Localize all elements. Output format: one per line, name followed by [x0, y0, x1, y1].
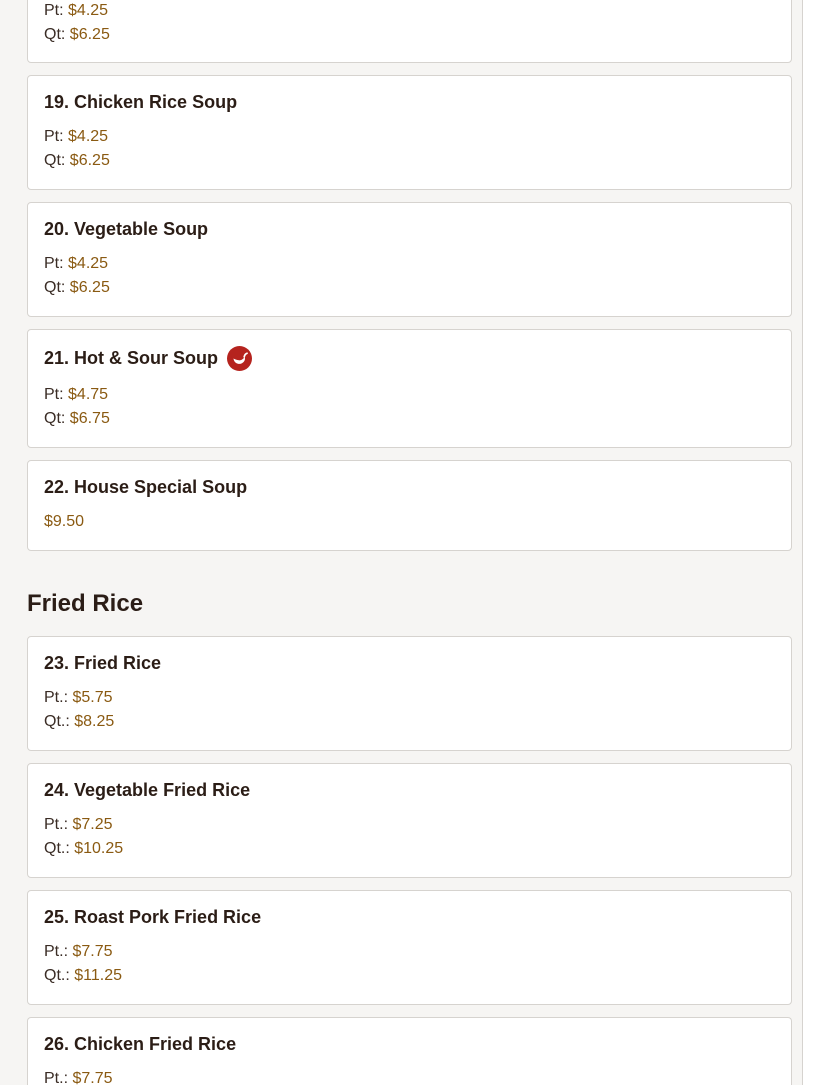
pint-label: Pt: — [44, 128, 64, 145]
quart-label: Qt: — [44, 26, 66, 43]
quart-price: $6.75 — [69, 410, 110, 427]
quart-price-line — [44, 151, 110, 171]
pint-price-line — [44, 688, 113, 708]
pint-price-line — [44, 815, 113, 835]
quart-price: $10.25 — [74, 840, 124, 857]
pint-label: Pt: — [44, 255, 64, 272]
item-price: $9.50 — [44, 513, 85, 530]
menu-item-card[interactable] — [27, 75, 792, 190]
quart-price: $11.25 — [74, 967, 122, 984]
section-title-fried-rice: Fried Rice — [27, 590, 144, 617]
pint-label: Pt: — [44, 2, 64, 19]
menu-item-card[interactable] — [27, 636, 792, 751]
quart-price: $6.25 — [69, 279, 110, 296]
menu-item-title: 19. Chicken Rice Soup — [44, 92, 238, 112]
pint-price-line — [44, 1, 108, 21]
quart-label: Qt.: — [44, 840, 70, 857]
pint-label: Pt.: — [44, 943, 69, 960]
pint-price-line — [44, 942, 113, 962]
menu-item-title: 22. House Special Soup — [44, 477, 248, 497]
spicy-pepper-icon — [227, 346, 252, 371]
pint-price: $7.25 — [72, 816, 113, 833]
pint-price: $4.25 — [68, 255, 109, 272]
pint-label: Pt.: — [44, 689, 69, 706]
quart-price: $8.25 — [74, 713, 115, 730]
quart-label: Qt: — [44, 279, 66, 296]
pint-price: $4.25 — [68, 128, 109, 145]
quart-label: Qt.: — [44, 967, 70, 984]
item-price-line — [44, 512, 84, 532]
menu-item-card[interactable] — [27, 460, 792, 551]
pint-price-line — [44, 254, 108, 274]
pint-price-line — [44, 127, 108, 147]
menu-item-title: 25. Roast Pork Fried Rice — [44, 907, 262, 927]
menu-item-card[interactable] — [27, 890, 792, 1005]
quart-price: $6.25 — [69, 26, 110, 43]
quart-price-line — [44, 278, 110, 298]
menu-item-card[interactable] — [27, 763, 792, 878]
pint-price: $4.75 — [68, 386, 109, 403]
menu-item-title: 23. Fried Rice — [44, 653, 162, 673]
pint-price-line — [44, 385, 108, 405]
pint-label: Pt: — [44, 386, 64, 403]
quart-price-line — [44, 25, 110, 45]
menu-item-card[interactable] — [27, 329, 792, 448]
quart-price-line — [44, 839, 123, 859]
quart-label: Qt: — [44, 410, 66, 427]
quart-price-line — [44, 966, 122, 986]
menu-item-card[interactable] — [27, 0, 792, 63]
menu-item-title: 26. Chicken Fried Rice — [44, 1034, 237, 1054]
quart-price-line — [44, 409, 110, 429]
menu-item-title: 21. Hot & Sour Soup — [44, 346, 252, 371]
quart-price: $6.25 — [69, 152, 110, 169]
menu-item-card[interactable] — [27, 1017, 792, 1085]
menu-item-title: 20. Vegetable Soup — [44, 219, 209, 239]
pint-label: Pt.: — [44, 816, 69, 833]
menu-item-card[interactable] — [27, 202, 792, 317]
quart-label: Qt: — [44, 152, 66, 169]
quart-price-line — [44, 712, 114, 732]
menu-item-title: 24. Vegetable Fried Rice — [44, 780, 251, 800]
pint-price: $7.75 — [72, 943, 113, 960]
pint-price: $5.75 — [72, 689, 113, 706]
pint-label: Pt.: — [44, 1070, 69, 1087]
pint-price: $4.25 — [68, 2, 109, 19]
pint-price: $7.75 — [72, 1070, 113, 1087]
pint-price-line — [44, 1069, 113, 1089]
quart-label: Qt.: — [44, 713, 70, 730]
